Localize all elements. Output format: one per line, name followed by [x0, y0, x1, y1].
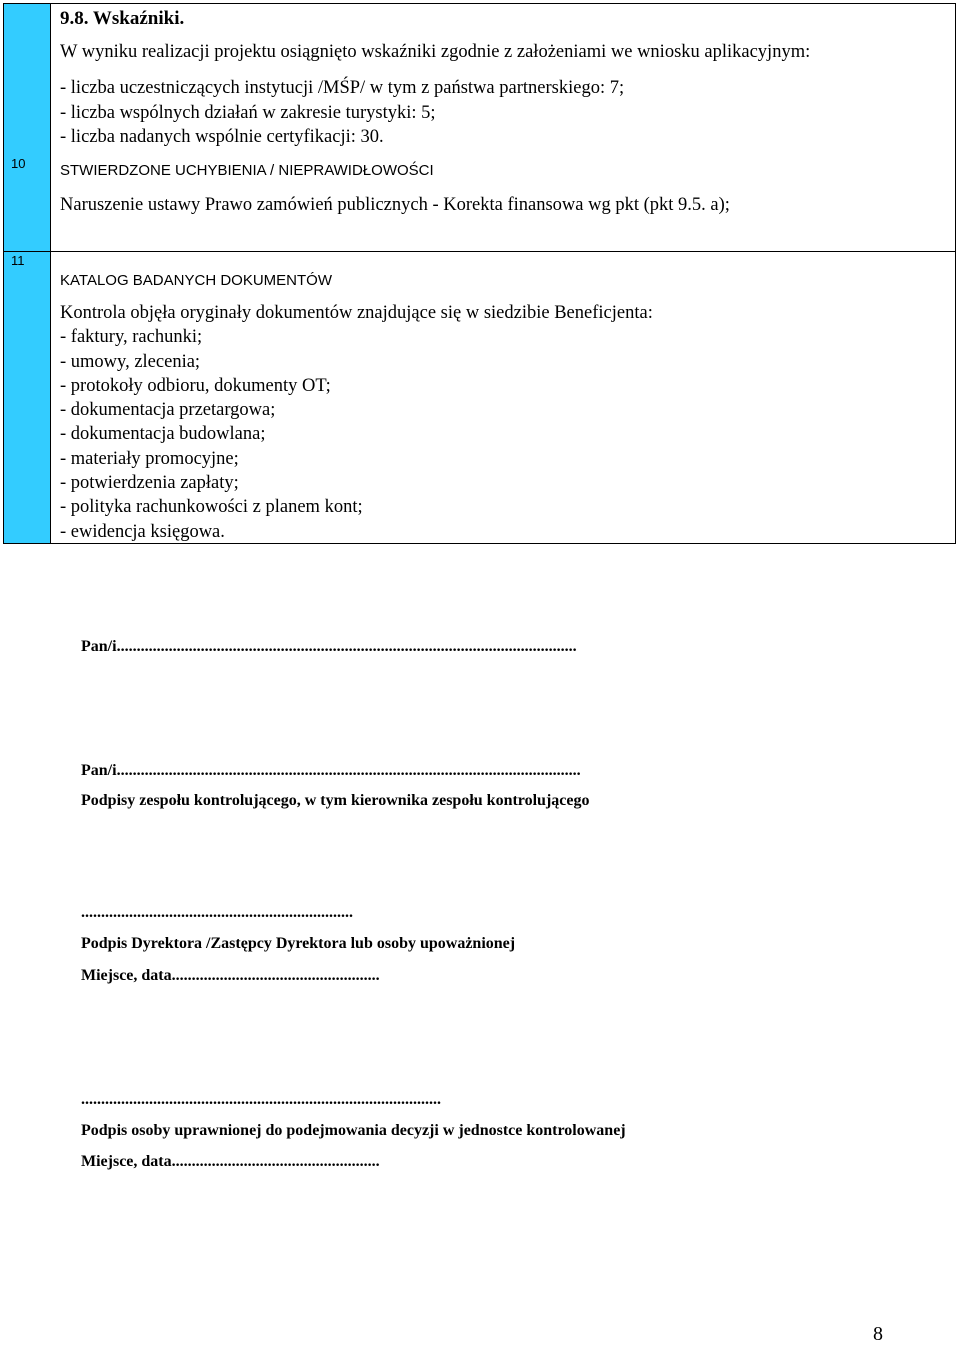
signature-line-pan-1: Pan/i................................................................................................................... — [81, 638, 577, 655]
signature-line-pan-2: Pan/i.................................................................................................................... — [81, 762, 581, 779]
indicators-list — [60, 76, 949, 149]
document-item: - materiały promocyjne; — [60, 448, 239, 469]
section-heading: 9.8. Wskaźniki. — [60, 8, 185, 29]
indicators-intro: W wyniku realizacji projektu osiągnięto wskaźniki zgodnie z założeniami we wniosku aplikacyjnym: — [60, 42, 811, 62]
document-item: - polityka rachunkowości z planem kont; — [60, 497, 363, 518]
document-item: - potwierdzenia zapłaty; — [60, 473, 239, 494]
director-signature-line: .................................................................... — [81, 904, 353, 921]
director-signature-caption: Podpis Dyrektora /Zastępcy Dyrektora lub osoby upoważnionej — [81, 935, 516, 952]
report-table — [3, 3, 956, 544]
document-item: - umowy, zlecenia; — [60, 351, 201, 372]
row-number-column — [4, 4, 51, 543]
page-number: 8 — [873, 1323, 883, 1345]
indicator-item: - liczba uczestniczących instytucji /MŚP/ w tym z państwa partnerskiego: 7; — [60, 78, 625, 99]
director-place-date: Miejsce, data.................................................... — [81, 967, 380, 984]
team-signature-caption: Podpisy zespołu kontrolującego, w tym kierownika zespołu kontrolującego — [81, 792, 590, 809]
document-item: - ewidencja księgowa. — [60, 521, 225, 542]
authorized-signature-caption: Podpis osoby uprawnionej do podejmowania decyzji w jednostce kontrolowanej — [81, 1122, 626, 1139]
documents-list — [60, 325, 949, 544]
row-10-content — [60, 4, 949, 217]
row-number-10: 10 — [11, 156, 26, 171]
row-11-content — [60, 257, 949, 544]
document-item: - dokumentacja przetargowa; — [60, 400, 276, 421]
authorized-place-date: Miejsce, data.................................................... — [81, 1153, 380, 1170]
row-divider — [4, 251, 955, 252]
finding-text: Naruszenie ustawy Prawo zamówień publicznych - Korekta finansowa wg pkt (pkt 9.5. a); — [60, 195, 730, 216]
indicator-item: - liczba wspólnych działań w zakresie turystyki: 5; — [60, 102, 436, 123]
documents-intro: Kontrola objęła oryginały dokumentów znajdujące się w siedzibie Beneficjenta: — [60, 303, 653, 323]
document-item: - protokoły odbioru, dokumenty OT; — [60, 375, 331, 396]
indicator-item: - liczba nadanych wspólnie certyfikacji: 30. — [60, 126, 384, 147]
document-item: - faktury, rachunki; — [60, 327, 203, 348]
row-number-11: 11 — [11, 253, 25, 268]
documents-caption: KATALOG BADANYCH DOKUMENTÓW — [60, 272, 332, 289]
authorized-signature-line: .......................................................................................... — [81, 1091, 441, 1108]
irregularities-caption: STWIERDZONE UCHYBIENIA / NIEPRAWIDŁOWOŚCI — [60, 162, 434, 180]
document-item: - dokumentacja budowlana; — [60, 424, 266, 445]
